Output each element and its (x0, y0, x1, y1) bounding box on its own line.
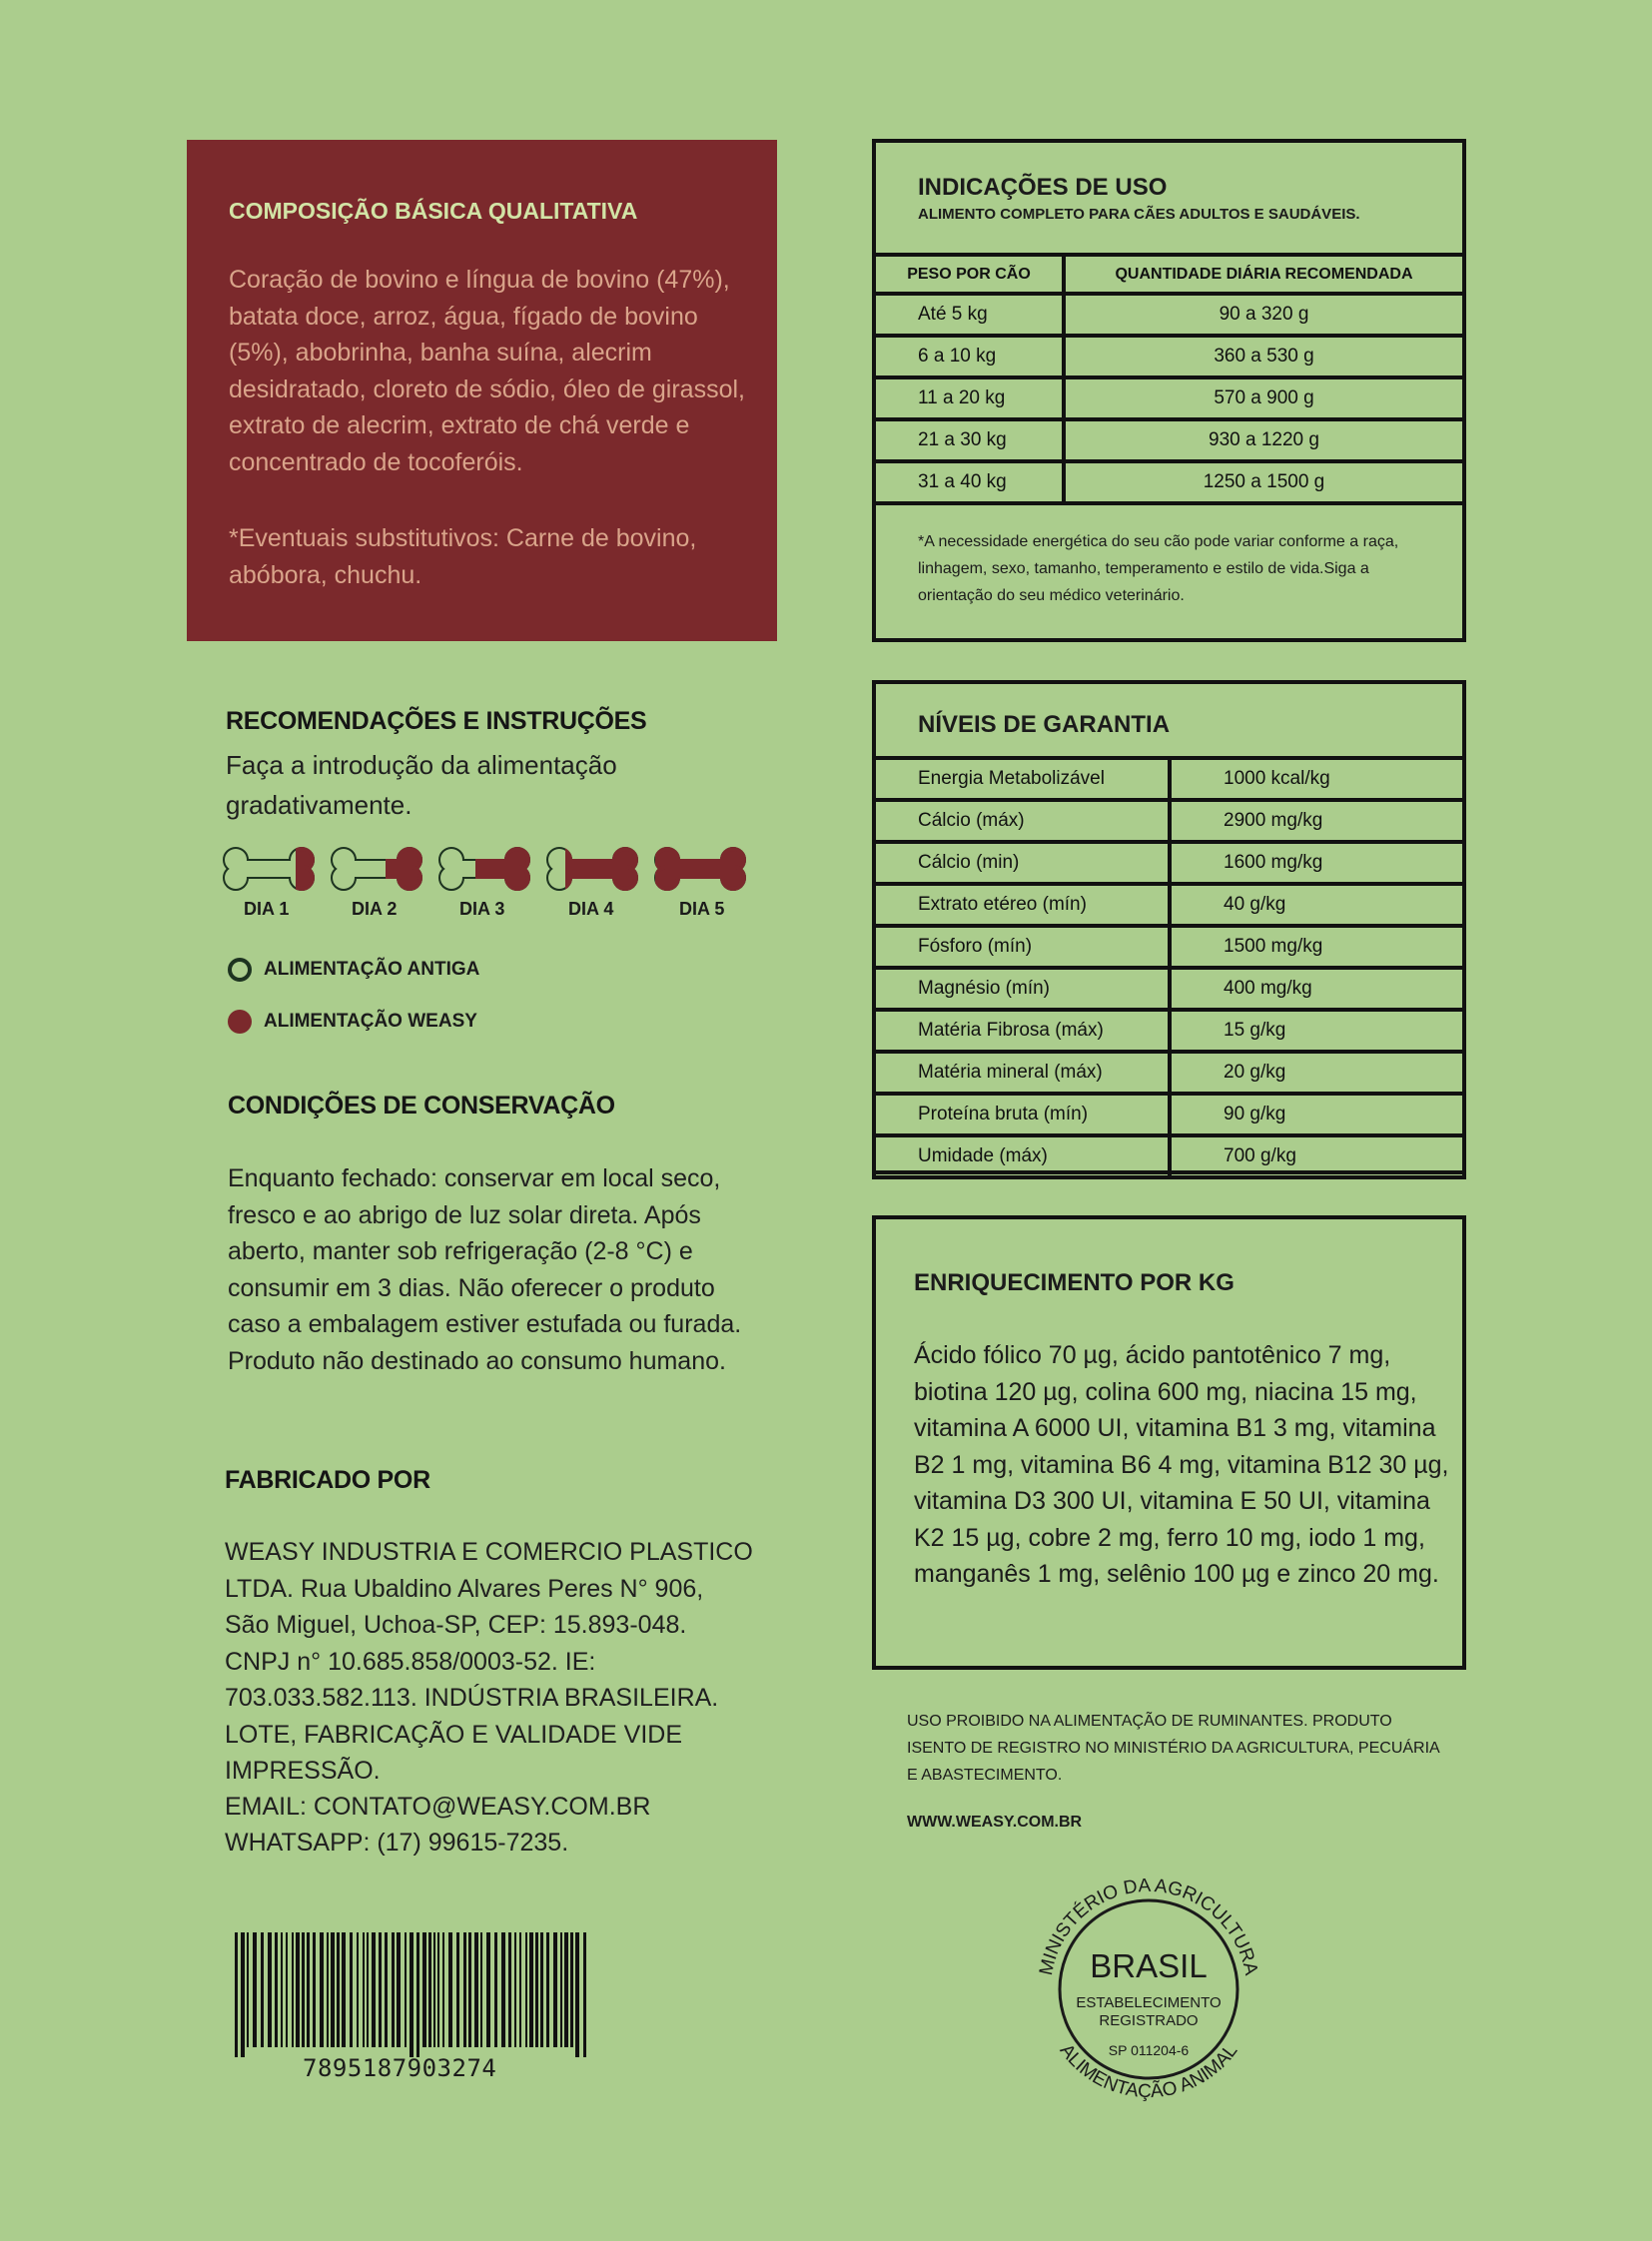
barcode-bar (474, 1932, 478, 2047)
barcode-bar (583, 1932, 586, 2057)
enrichment-text: Ácido fólico 70 µg, ácido pantotênico 7 mg, biotina 120 µg, colina 600 mg, niacina 15 mg, vitamina A 6000 UI, vitamina B1 3 mg, vitamina B2 1 mg, vitamina B6 4 mg, vitamina B12 30 µg, vitamina D3 300 UI, vitamina E 50 UI, vitamina K2 15 µg, cobre 2 mg, ferro 10 mg, iodo 1 mg, manganês 1 mg, selênio 100 µg e zinco 20 mg. (914, 1341, 1449, 1588)
barcode-bar (463, 1932, 466, 2047)
table-row (874, 1010, 1464, 1052)
recommendations-text: Faça a introdução da alimentação gradativamente. (226, 750, 617, 820)
disclaimer-text: USO PROIBIDO NA ALIMENTAÇÃO DE RUMINANTES. PRODUTO ISENTO DE REGISTRO NO MINISTÉRIO DA AGRICULTURA, PECUÁRIA E ABASTECIMENTO. (907, 1713, 1439, 1784)
nutrient-cell: Matéria Fibrosa (máx) (874, 1010, 1170, 1052)
barcode-bar (253, 1932, 257, 2047)
barcode-bar (261, 1932, 264, 2047)
guarantee-table (872, 756, 1466, 1179)
seal-center: BRASIL (1090, 1947, 1208, 1984)
value-cell: 1600 mg/kg (1170, 842, 1464, 884)
composition-panel (187, 140, 777, 641)
guarantee-title: NÍVEIS DE GARANTIA (918, 711, 1171, 738)
barcode-bar (302, 1932, 305, 2047)
barcode-bar (350, 1932, 353, 2047)
weight-cell: 11 a 20 kg (874, 377, 1064, 419)
website-link[interactable]: WWW.WEASY.COM.BR (907, 1814, 1083, 1831)
usage-title: INDICAÇÕES DE USO (918, 174, 1168, 201)
value-cell: 700 g/kg (1170, 1135, 1464, 1177)
bone-icon (225, 849, 313, 889)
barcode-bar (448, 1932, 452, 2047)
day-label: DIA 4 (568, 899, 614, 919)
barcode-bar (385, 1932, 388, 2047)
composition-note: *Eventuais substitutivos: Carne de bovino, abóbora, chuchu. (229, 524, 697, 589)
nutrient-cell: Energia Metabolizável (874, 758, 1170, 800)
barcode-bar (379, 1932, 382, 2047)
manufacturer-email: EMAIL: CONTATO@WEASY.COM.BR (225, 1793, 651, 1821)
barcode-bar (514, 1932, 516, 2047)
header-quantity: QUANTIDADE DIÁRIA RECOMENDADA (1064, 255, 1464, 294)
barcode-bar (241, 1932, 245, 2057)
barcode-bar (480, 1932, 482, 2047)
barcode-bar (422, 1932, 426, 2047)
value-cell: 1000 kcal/kg (1170, 758, 1464, 800)
transition-bones (222, 847, 761, 907)
barcode-bar (247, 1932, 249, 2047)
barcode-bar (486, 1932, 490, 2047)
bones-graphic (222, 847, 761, 891)
table-row (874, 1094, 1464, 1135)
usage-note: *A necessidade energética do seu cão pode variar conforme a raça, linhagem, sexo, tamanho, temperamento e estilo de vida.Siga a orientação do seu médico veterinário. (918, 533, 1399, 604)
weight-cell: 6 a 10 kg (874, 336, 1064, 377)
legend-new-icon (228, 1010, 252, 1034)
barcode-bar (235, 1932, 238, 2057)
barcode-bar (494, 1932, 497, 2047)
value-cell: 20 g/kg (1170, 1052, 1464, 1094)
barcode-bar (564, 1932, 568, 2047)
table-row (874, 842, 1464, 884)
composition-text: Coração de bovino e língua de bovino (47%), batata doce, arroz, água, fígado de bovino (5%), abobrinha, banha suína, alecrim desidratado, cloreto de sódio, óleo de girassol, extrato de alecrim, extrato de chá verde e concentrado de tocoferóis. (229, 266, 745, 476)
enrichment-panel (872, 1215, 1466, 1670)
barcode-bar (281, 1932, 283, 2047)
barcode-bar (529, 1932, 533, 2047)
value-cell: 15 g/kg (1170, 1010, 1464, 1052)
table-row (874, 884, 1464, 926)
seal-bottom-text: ALIMENTAÇÃO ANIMAL (1055, 2040, 1242, 2103)
barcode-bar (456, 1932, 459, 2047)
quantity-cell: 1250 a 1500 g (1064, 461, 1464, 503)
barcode-bar (501, 1932, 505, 2047)
barcode-bar (292, 1932, 294, 2047)
barcode-bar (392, 1932, 395, 2047)
barcode-bar (540, 1932, 543, 2047)
barcode-bar (268, 1932, 272, 2047)
seal-graphic (1029, 1869, 1268, 2109)
composition-title: COMPOSIÇÃO BÁSICA QUALITATIVA (229, 198, 638, 224)
bone-icon (548, 849, 636, 889)
value-cell: 90 g/kg (1170, 1094, 1464, 1135)
table-row (874, 336, 1464, 377)
nutrient-cell: Proteína bruta (mín) (874, 1094, 1170, 1135)
table-row (874, 419, 1464, 461)
ministry-seal (1029, 1869, 1268, 2109)
barcode-bar (416, 1932, 419, 2057)
barcode-bar (307, 1932, 310, 2047)
nutrient-cell: Cálcio (máx) (874, 800, 1170, 842)
header-weight: PESO POR CÃO (874, 255, 1064, 294)
barcode-bar (327, 1932, 329, 2047)
usage-subtitle: ALIMENTO COMPLETO PARA CÃES ADULTOS E SAUDÁVEIS. (918, 206, 1360, 223)
value-cell: 2900 mg/kg (1170, 800, 1464, 842)
barcode-bar (313, 1932, 316, 2047)
barcode-bar (337, 1932, 340, 2047)
barcode-bar (405, 1932, 407, 2047)
barcode-bar (508, 1932, 511, 2047)
nutrient-cell: Fósforo (mín) (874, 926, 1170, 968)
day-label: DIA 3 (459, 899, 505, 919)
barcode-bar (363, 1932, 365, 2047)
barcode-bar (442, 1932, 444, 2047)
enrichment-title: ENRIQUECIMENTO POR KG (914, 1269, 1235, 1296)
barcode-number: 7895187903274 (303, 2054, 497, 2082)
table-row (874, 1135, 1464, 1177)
manufacturer-whatsapp: WHATSAPP: (17) 99615-7235. (225, 1829, 569, 1857)
barcode-bar (320, 1932, 324, 2047)
weight-cell: Até 5 kg (874, 294, 1064, 336)
table-header-row (874, 255, 1464, 294)
quantity-cell: 570 a 900 g (1064, 377, 1464, 419)
barcode-bar (296, 1932, 300, 2047)
barcode-bar (331, 1932, 335, 2047)
table-row (874, 377, 1464, 419)
table-row (874, 926, 1464, 968)
nutrient-cell: Cálcio (min) (874, 842, 1170, 884)
barcode-bar (372, 1932, 376, 2047)
bone-icon (656, 849, 744, 889)
nutrient-cell: Extrato etéreo (mín) (874, 884, 1170, 926)
seal-code: SP 011204-6 (1108, 2042, 1190, 2058)
usage-table (872, 253, 1466, 505)
barcode (233, 1932, 588, 2087)
usage-panel (872, 139, 1466, 642)
barcode-bar (553, 1932, 557, 2047)
legend-new-label: ALIMENTAÇÃO WEASY (264, 1011, 477, 1032)
nutrient-cell: Magnésio (mín) (874, 968, 1170, 1010)
manufacturer-title: FABRICADO POR (225, 1466, 430, 1494)
barcode-bar (525, 1932, 527, 2047)
barcode-bar (560, 1932, 562, 2047)
table-row (874, 294, 1464, 336)
bone-icon (440, 849, 528, 889)
barcode-bar (410, 1932, 413, 2057)
barcode-bar (437, 1932, 439, 2047)
nutrient-cell: Umidade (máx) (874, 1135, 1170, 1177)
barcode-bar (570, 1932, 573, 2047)
seal-line1: ESTABELECIMENTO (1076, 1994, 1222, 2011)
barcode-bar (433, 1932, 435, 2047)
table-row (874, 461, 1464, 503)
table-row (874, 968, 1464, 1010)
weight-cell: 31 a 40 kg (874, 461, 1064, 503)
day-label: DIA 1 (244, 899, 290, 919)
table-row (874, 758, 1464, 800)
barcode-bar (575, 1932, 579, 2057)
value-cell: 40 g/kg (1170, 884, 1464, 926)
value-cell: 400 mg/kg (1170, 968, 1464, 1010)
quantity-cell: 930 a 1220 g (1064, 419, 1464, 461)
barcode-bar (535, 1932, 538, 2047)
day-label: DIA 5 (679, 899, 725, 919)
legend-old-label: ALIMENTAÇÃO ANTIGA (264, 959, 480, 980)
barcode-bar (428, 1932, 431, 2047)
nutrient-cell: Matéria mineral (máx) (874, 1052, 1170, 1094)
table-row (874, 800, 1464, 842)
day-label: DIA 2 (352, 899, 398, 919)
barcode-bar (286, 1932, 288, 2047)
manufacturer-text: WEASY INDUSTRIA E COMERCIO PLASTICO LTDA. Rua Ubaldino Alvares Peres N° 906, São Miguel, Uchoa-SP, CEP: 15.893-048. CNPJ n° 10.685.858/0003-52. IE: 703.033.582.113. INDÚSTRIA BRASILEIRA. LOTE, FABRICAÇÃO E VALIDADE VIDE IMPRESSÃO. (225, 1538, 753, 1785)
barcode-bar (468, 1932, 471, 2047)
barcode-bar (546, 1932, 549, 2047)
table-row (874, 1052, 1464, 1094)
conservation-text: Enquanto fechado: conservar em local seco, fresco e ao abrigo de luz solar direta. Após aberto, manter sob refrigeração (2-8 °C) e consumir em 3 dias. Não oferecer o produto caso a embalagem estiver estufada ou furada. Produto não destinado ao consumo humano. (228, 1164, 742, 1375)
seal-line2: REGISTRADO (1099, 2012, 1199, 2029)
legend-old-icon (228, 958, 252, 982)
barcode-bar (519, 1932, 521, 2047)
conservation-title: CONDIÇÕES DE CONSERVAÇÃO (228, 1092, 615, 1120)
days-row (222, 899, 761, 925)
barcode-bar (357, 1932, 359, 2047)
barcode-bar (367, 1932, 369, 2047)
quantity-cell: 360 a 530 g (1064, 336, 1464, 377)
bone-icon (333, 849, 420, 889)
guarantee-panel (872, 680, 1466, 1174)
value-cell: 1500 mg/kg (1170, 926, 1464, 968)
barcode-bar (275, 1932, 278, 2047)
barcode-bars (233, 1932, 588, 2057)
weight-cell: 21 a 30 kg (874, 419, 1064, 461)
seal-top-text: MINISTÉRIO DA AGRICULTURA (1035, 1874, 1261, 1977)
barcode-bar (397, 1932, 401, 2047)
recommendations-title: RECOMENDAÇÕES E INSTRUÇÕES (226, 707, 647, 735)
barcode-bar (342, 1932, 346, 2047)
quantity-cell: 90 a 320 g (1064, 294, 1464, 336)
